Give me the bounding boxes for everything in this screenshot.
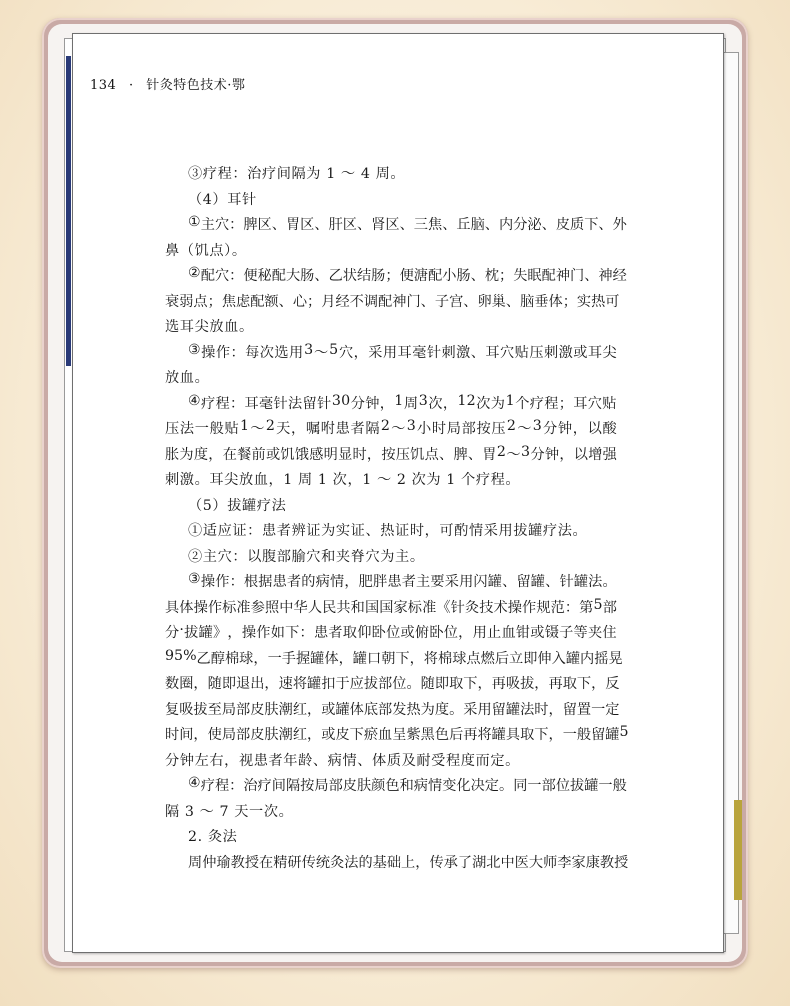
text-line: 隔 3 ～ 7 天一次。 xyxy=(165,804,294,820)
text-line: 时 间 ， 使 局 部 皮 肤 潮 红 ， 或 皮 下 瘀 血 呈 紫 黑 色 后 再 将 罐 具 取 下 ， 一 般 留 罐 5 xyxy=(165,724,629,743)
text-line: 压 法 一 般 贴 1 ～ 2 天 ， 嘱 咐 患 者 隔 2 ～ 3 小 时 局 部 按 压 2 ～ 3 分 钟 ， 以 酸 xyxy=(165,418,617,437)
page-number: 134 xyxy=(90,78,117,93)
text-line: 鼻（饥点）。 xyxy=(165,243,247,259)
text-line: ② 配 穴 ： 便 秘 配 大 肠 、 乙 状 结 肠 ； 便 溏 配 小 肠 、 枕 ； 失 眠 配 神 门 、 神 经 xyxy=(188,265,627,284)
book-spine-left xyxy=(66,56,71,366)
text-line: 分钟左右，视患者年龄、病情、体质及耐受程度而定。 xyxy=(165,753,520,769)
text-line: 刺激。耳尖放血，1 周 1 次，1 ～ 2 次为 1 个疗程。 xyxy=(165,472,521,488)
header-separator: · xyxy=(128,78,134,93)
running-title: 针灸特色技术·鄂 xyxy=(146,78,246,93)
text-line: ①适应证：患者辨证为实证、热证时，可酌情采用拔罐疗法。 xyxy=(188,523,588,539)
text-line: ③ 操 作 ： 每 次 选 用 3 ～ 5 穴 ， 采 用 耳 毫 针 刺 激 、 耳 穴 贴 压 刺 激 或 耳 尖 xyxy=(188,342,617,361)
text-line: （4）耳针 xyxy=(188,192,257,208)
text-line: 胀 为 度 ， 在 餐 前 或 饥 饿 感 明 显 时 ， 按 压 饥 点 、 脾 、 胃 2 ～ 3 分 钟 ， 以 增 强 xyxy=(165,444,617,463)
text-line: ③疗程：治疗间隔为 1 ～ 4 周。 xyxy=(188,166,406,182)
text-line: ④ 疗 程 ： 耳 毫 针 法 留 针 3 0 分 钟 ， 1 周 3 次 ， 1 2 次 为 1 个 疗 程 ； 耳 穴 贴 xyxy=(188,393,617,412)
text-line: ① 主 穴 ： 脾 区 、 胃 区 、 肝 区 、 肾 区 、 三 焦 、 丘 脑 、 内 分 泌 、 皮 质 下 、 外 xyxy=(188,214,627,233)
text-line: 周 仲 瑜 教 授 在 精 研 传 统 灸 法 的 基 础 上 ， 传 承 了 湖 北 中 医 大 师 李 家 康 教 授 xyxy=(188,855,629,871)
text-line: ③ 操 作 ： 根 据 患 者 的 病 情 ， 肥 胖 患 者 主 要 采 用 闪 罐 、 留 罐 、 针 罐 法 。 xyxy=(188,571,617,590)
text-line: ②主穴：以腹部腧穴和夹脊穴为主。 xyxy=(188,549,425,565)
text-line: 选耳尖放血。 xyxy=(165,319,254,335)
text-line: ④ 疗 程 ： 治 疗 间 隔 按 局 部 皮 肤 颜 色 和 病 情 变 化 决 定 。 同 一 部 位 拔 罐 一 般 xyxy=(188,775,627,794)
text-line: （5）拔罐疗法 xyxy=(188,498,287,514)
text-line: 数 圈 ， 随 即 退 出 ， 速 将 罐 扣 于 应 拔 部 位 。 随 即 取 下 ， 再 吸 拔 ， 再 取 下 ， 反 xyxy=(165,676,620,692)
book-spine-right xyxy=(734,800,742,900)
text-line: 9 5 % 乙 醇 棉 球 ， 一 手 握 罐 体 ， 罐 口 朝 下 ， 将 棉 球 点 燃 后 立 即 伸 入 罐 内 摇 晃 xyxy=(165,648,623,667)
page-header xyxy=(90,74,245,93)
text-line: 分 · 拔 罐 》 ， 操 作 如 下 ： 患 者 取 仰 卧 位 或 俯 卧 位 ， 用 止 血 钳 或 镊 子 等 夹 住 xyxy=(165,622,617,641)
text-line: 2. 灸法 xyxy=(188,829,238,845)
text-line: 具 体 操 作 标 准 参 照 中 华 人 民 共 和 国 国 家 标 准 《 针 灸 技 术 操 作 规 范 ： 第 5 部 xyxy=(165,597,617,616)
text-line: 放血。 xyxy=(165,370,210,386)
text-line: 衰 弱 点 ； 焦 虑 配 额 、 心 ； 月 经 不 调 配 神 门 、 子 宫 、 卵 巢 、 脑 垂 体 ； 实 热 可 xyxy=(165,294,620,310)
text-line: 复 吸 拔 至 局 部 皮 肤 潮 红 ， 或 罐 体 底 部 发 热 为 度 。 采 用 留 罐 法 时 ， 留 置 一 定 xyxy=(165,702,620,718)
